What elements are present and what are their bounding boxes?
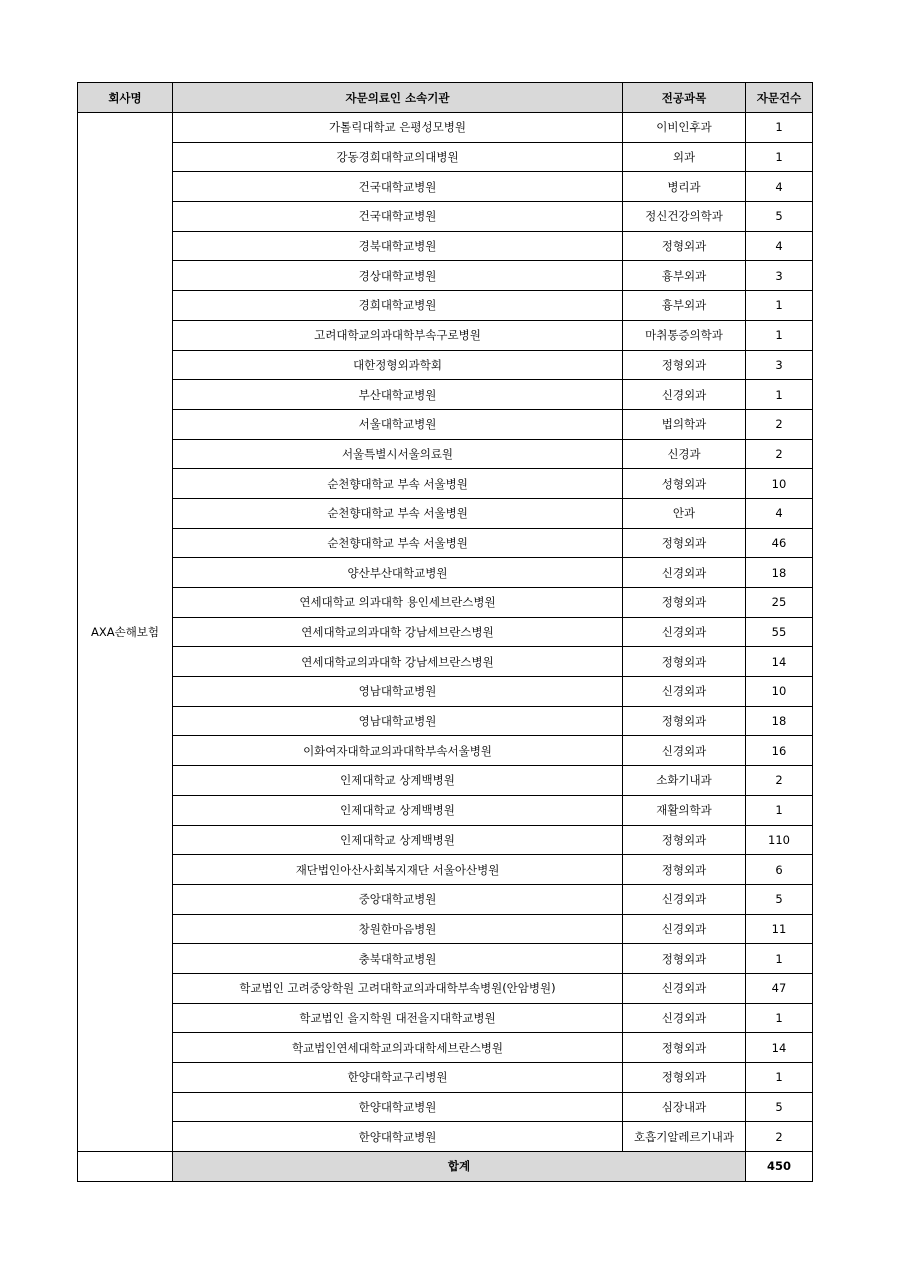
table-row (78, 350, 813, 380)
header-institution: 자문의료인 소속기관 (173, 83, 623, 113)
table-row (78, 825, 813, 855)
table-row (78, 439, 813, 469)
table-row (78, 914, 813, 944)
department-cell: 정형외과 (623, 706, 746, 736)
institution-cell: 인제대학교 상계백병원 (173, 766, 623, 796)
department-cell: 신경과 (623, 439, 746, 469)
table-row (78, 1003, 813, 1033)
institution-cell: 가톨릭대학교 은평성모병원 (173, 113, 623, 143)
department-cell: 정형외과 (623, 944, 746, 974)
table-row (78, 528, 813, 558)
department-cell: 병리과 (623, 172, 746, 202)
count-cell: 2 (746, 766, 813, 796)
institution-cell: 양산부산대학교병원 (173, 558, 623, 588)
institution-cell: 고려대학교의과대학부속구로병원 (173, 320, 623, 350)
department-cell: 정형외과 (623, 350, 746, 380)
count-cell: 5 (746, 1092, 813, 1122)
table-row (78, 498, 813, 528)
department-cell: 재활의학과 (623, 795, 746, 825)
count-cell: 2 (746, 409, 813, 439)
institution-cell: 중앙대학교병원 (173, 884, 623, 914)
institution-cell: 경희대학교병원 (173, 291, 623, 321)
count-cell: 25 (746, 588, 813, 618)
total-row (78, 1152, 813, 1182)
count-cell: 1 (746, 113, 813, 143)
department-cell: 성형외과 (623, 469, 746, 499)
total-label: 합계 (173, 1152, 746, 1182)
department-cell: 신경외과 (623, 884, 746, 914)
institution-cell: 경상대학교병원 (173, 261, 623, 291)
count-cell: 1 (746, 380, 813, 410)
table-row (78, 944, 813, 974)
institution-cell: 이화여자대학교의과대학부속서울병원 (173, 736, 623, 766)
count-cell: 55 (746, 617, 813, 647)
count-cell: 3 (746, 350, 813, 380)
institution-cell: 강동경희대학교의대병원 (173, 142, 623, 172)
institution-cell: 학교법인연세대학교의과대학세브란스병원 (173, 1033, 623, 1063)
department-cell: 흉부외과 (623, 291, 746, 321)
institution-cell: 순천향대학교 부속 서울병원 (173, 469, 623, 499)
department-cell: 정형외과 (623, 1033, 746, 1063)
table-row (78, 1063, 813, 1093)
count-cell: 2 (746, 439, 813, 469)
institution-cell: 창원한마음병원 (173, 914, 623, 944)
table-row (78, 261, 813, 291)
table-row (78, 291, 813, 321)
table-row (78, 884, 813, 914)
table-row (78, 558, 813, 588)
institution-cell: 연세대학교의과대학 강남세브란스병원 (173, 617, 623, 647)
institution-cell: 한양대학교구리병원 (173, 1063, 623, 1093)
department-cell: 신경외과 (623, 973, 746, 1003)
count-cell: 10 (746, 469, 813, 499)
department-cell: 마취통증의학과 (623, 320, 746, 350)
table-row (78, 617, 813, 647)
institution-cell: 학교법인 을지학원 대전을지대학교병원 (173, 1003, 623, 1033)
count-cell: 110 (746, 825, 813, 855)
count-cell: 47 (746, 973, 813, 1003)
count-cell: 1 (746, 944, 813, 974)
institution-cell: 영남대학교병원 (173, 677, 623, 707)
total-blank-cell (78, 1152, 173, 1182)
count-cell: 5 (746, 884, 813, 914)
department-cell: 심장내과 (623, 1092, 746, 1122)
count-cell: 4 (746, 172, 813, 202)
header-row (78, 83, 813, 113)
department-cell: 신경외과 (623, 558, 746, 588)
table-row (78, 706, 813, 736)
table-row (78, 1033, 813, 1063)
department-cell: 정형외과 (623, 528, 746, 558)
company-name-cell: AXA손해보험 (78, 113, 173, 1152)
count-cell: 1 (746, 795, 813, 825)
count-cell: 1 (746, 291, 813, 321)
institution-cell: 한양대학교병원 (173, 1092, 623, 1122)
institution-cell: 서울대학교병원 (173, 409, 623, 439)
table-row (78, 113, 813, 143)
table-row (78, 855, 813, 885)
total-count: 450 (746, 1152, 813, 1182)
institution-cell: 한양대학교병원 (173, 1122, 623, 1152)
department-cell: 이비인후과 (623, 113, 746, 143)
table-row (78, 380, 813, 410)
department-cell: 정형외과 (623, 588, 746, 618)
institution-cell: 인제대학교 상계백병원 (173, 795, 623, 825)
table-row (78, 469, 813, 499)
institution-cell: 대한정형외과학회 (173, 350, 623, 380)
table-row (78, 142, 813, 172)
department-cell: 소화기내과 (623, 766, 746, 796)
header-count: 자문건수 (746, 83, 813, 113)
department-cell: 흉부외과 (623, 261, 746, 291)
count-cell: 18 (746, 706, 813, 736)
count-cell: 10 (746, 677, 813, 707)
department-cell: 신경외과 (623, 914, 746, 944)
table-row (78, 677, 813, 707)
count-cell: 18 (746, 558, 813, 588)
count-cell: 16 (746, 736, 813, 766)
table-row (78, 736, 813, 766)
department-cell: 정형외과 (623, 231, 746, 261)
department-cell: 정형외과 (623, 647, 746, 677)
department-cell: 안과 (623, 498, 746, 528)
table-row (78, 1122, 813, 1152)
institution-cell: 경북대학교병원 (173, 231, 623, 261)
institution-cell: 학교법인 고려중앙학원 고려대학교의과대학부속병원(안암병원) (173, 973, 623, 1003)
department-cell: 외과 (623, 142, 746, 172)
table-body (78, 113, 813, 1182)
table-row (78, 588, 813, 618)
count-cell: 14 (746, 1033, 813, 1063)
institution-cell: 영남대학교병원 (173, 706, 623, 736)
department-cell: 정형외과 (623, 1063, 746, 1093)
header-department: 전공과목 (623, 83, 746, 113)
count-cell: 6 (746, 855, 813, 885)
institution-cell: 연세대학교 의과대학 용인세브란스병원 (173, 588, 623, 618)
count-cell: 1 (746, 1063, 813, 1093)
table-row (78, 795, 813, 825)
department-cell: 신경외과 (623, 617, 746, 647)
institution-cell: 재단법인아산사회복지재단 서울아산병원 (173, 855, 623, 885)
count-cell: 46 (746, 528, 813, 558)
table-row (78, 409, 813, 439)
department-cell: 법의학과 (623, 409, 746, 439)
institution-cell: 부산대학교병원 (173, 380, 623, 410)
department-cell: 호흡기알레르기내과 (623, 1122, 746, 1152)
department-cell: 정형외과 (623, 855, 746, 885)
count-cell: 3 (746, 261, 813, 291)
institution-cell: 인제대학교 상계백병원 (173, 825, 623, 855)
count-cell: 1 (746, 1003, 813, 1033)
count-cell: 4 (746, 498, 813, 528)
count-cell: 11 (746, 914, 813, 944)
table-row (78, 231, 813, 261)
department-cell: 신경외과 (623, 1003, 746, 1033)
department-cell: 신경외과 (623, 736, 746, 766)
institution-cell: 건국대학교병원 (173, 202, 623, 232)
table-row (78, 320, 813, 350)
table-row (78, 766, 813, 796)
table-row (78, 202, 813, 232)
institution-cell: 서울특별시서울의료원 (173, 439, 623, 469)
department-cell: 정형외과 (623, 825, 746, 855)
header-company: 회사명 (78, 83, 173, 113)
institution-cell: 순천향대학교 부속 서울병원 (173, 498, 623, 528)
institution-cell: 순천향대학교 부속 서울병원 (173, 528, 623, 558)
count-cell: 4 (746, 231, 813, 261)
count-cell: 1 (746, 142, 813, 172)
count-cell: 14 (746, 647, 813, 677)
table-row (78, 172, 813, 202)
count-cell: 2 (746, 1122, 813, 1152)
table-row (78, 647, 813, 677)
department-cell: 정신건강의학과 (623, 202, 746, 232)
institution-cell: 연세대학교의과대학 강남세브란스병원 (173, 647, 623, 677)
consultation-table (77, 82, 813, 1182)
institution-cell: 건국대학교병원 (173, 172, 623, 202)
table-row (78, 973, 813, 1003)
institution-cell: 충북대학교병원 (173, 944, 623, 974)
table-row (78, 1092, 813, 1122)
count-cell: 1 (746, 320, 813, 350)
department-cell: 신경외과 (623, 380, 746, 410)
department-cell: 신경외과 (623, 677, 746, 707)
count-cell: 5 (746, 202, 813, 232)
